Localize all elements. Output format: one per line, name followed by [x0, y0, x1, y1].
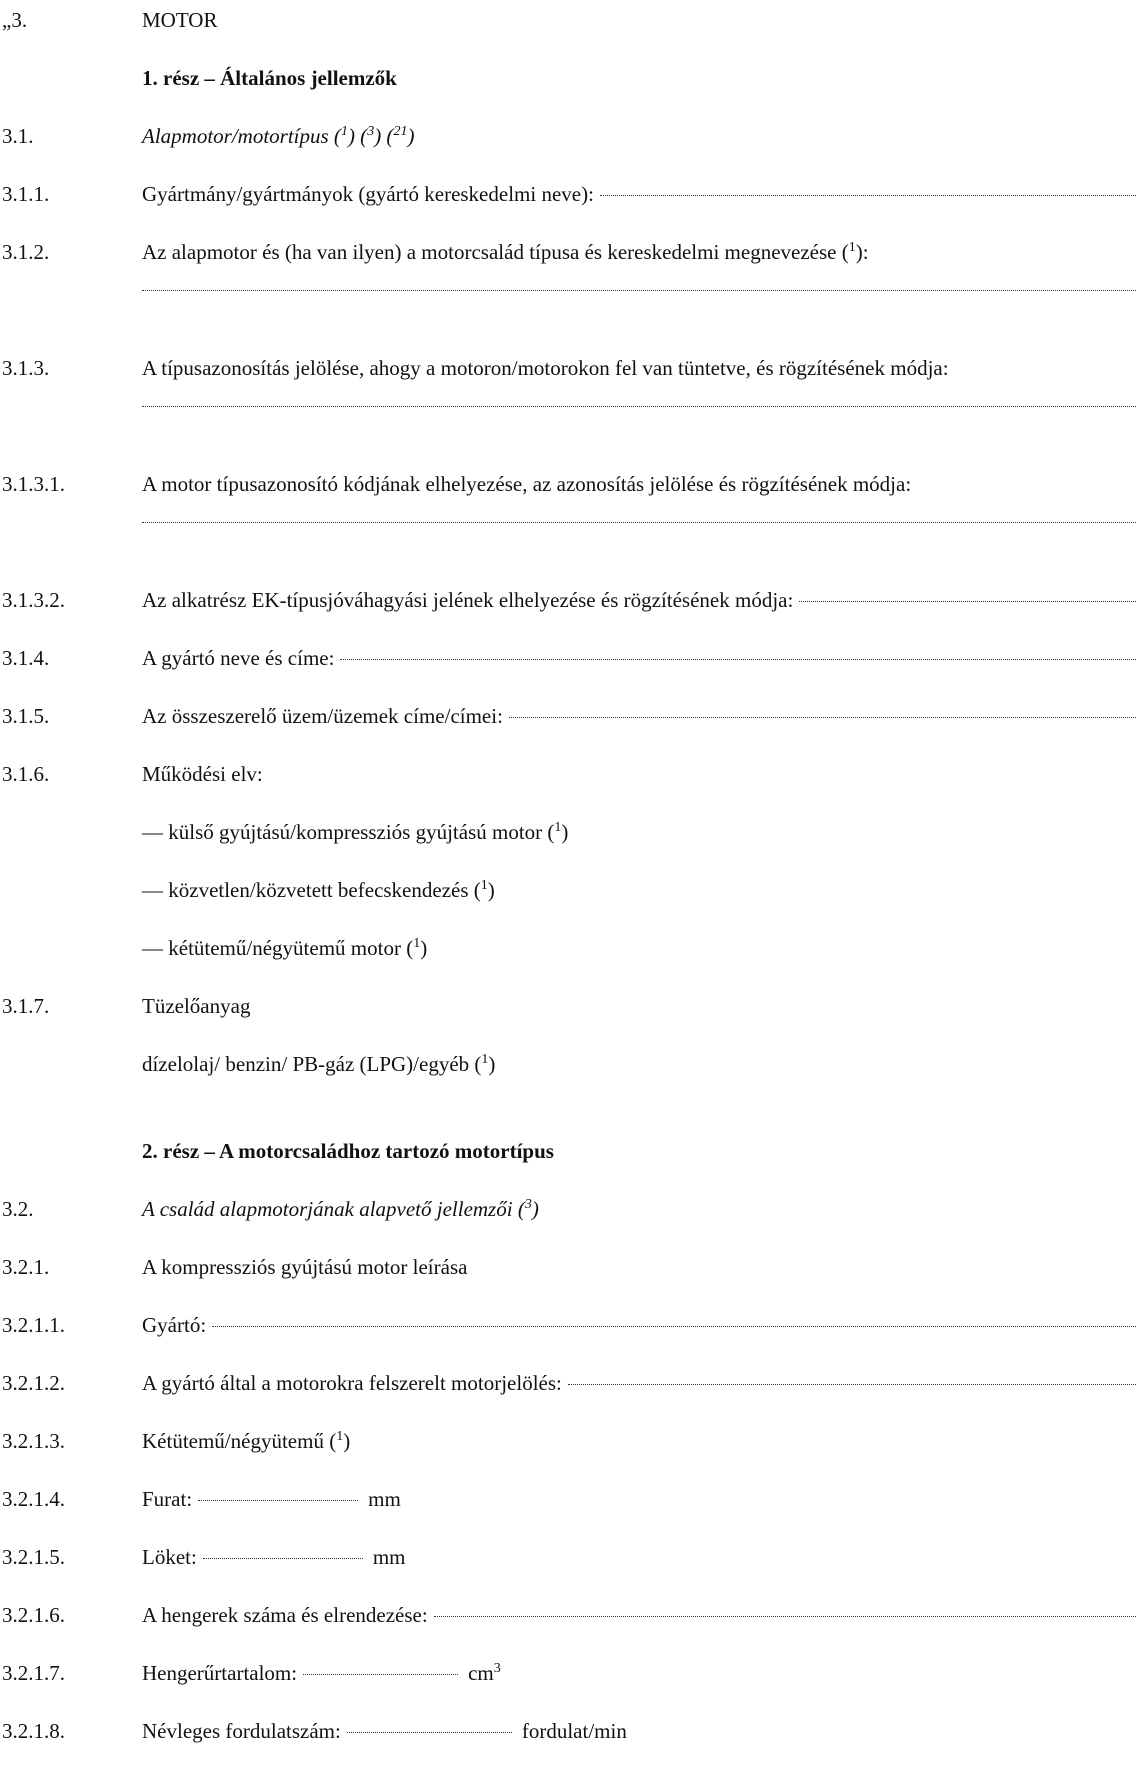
fuel-options-text: dízelolaj/ benzin/ PB-gáz (LPG)/egyéb ($^1$)	[142, 1052, 496, 1076]
part1-title: 1. rész – Általános jellemzők	[142, 66, 397, 90]
fill-line[interactable]	[347, 1732, 512, 1733]
item-number: 3.1.4.	[2, 646, 50, 670]
item-text: Löket:	[142, 1545, 197, 1569]
fill-line[interactable]	[799, 601, 1136, 602]
item-number: 3.2.1.6.	[2, 1603, 65, 1627]
item-text: Az összeszerelő üzem/üzemek címe/címei:	[142, 704, 503, 728]
item-3-1-5	[0, 701, 1138, 731]
fill-line[interactable]	[600, 195, 1136, 196]
item-number: 3.1.1.	[2, 182, 50, 206]
dash-item-text: — kétütemű/négyütemű motor ($^1$)	[142, 936, 428, 960]
dash-item	[0, 875, 1138, 905]
item-number: 3.2.1.5.	[2, 1545, 65, 1569]
item-3-2-1-5	[0, 1542, 1138, 1572]
item-text: Működési elv:	[142, 762, 263, 786]
fill-line[interactable]	[142, 522, 1136, 523]
item-3-2-1	[0, 1252, 1138, 1282]
fill-line[interactable]	[212, 1326, 1136, 1327]
fill-row	[0, 527, 1138, 557]
item-3-2-1-3	[0, 1426, 1138, 1456]
item-3-2-1-4	[0, 1484, 1138, 1514]
item-text: A család alapmotorjának alapvető jellemzői ($^3$)	[142, 1197, 539, 1221]
part2-title: 2. rész – A motorcsaládhoz tartozó motortípus	[142, 1139, 554, 1163]
unit-label: $cm^3$	[468, 1661, 501, 1685]
item-text: A gyártó által a motorokra felszerelt motorjelölés:	[142, 1371, 562, 1395]
fill-line[interactable]	[340, 659, 1136, 660]
fill-row	[0, 411, 1138, 441]
item-text: Alapmotor/motortípus ($^1$) ($^3$) ($^{21}$)	[142, 124, 415, 148]
fill-line[interactable]	[203, 1558, 363, 1559]
item-text: Gyártó:	[142, 1313, 207, 1337]
item-number: 3.1.	[2, 124, 34, 148]
item-number: 3.2.1.1.	[2, 1313, 65, 1337]
fill-line[interactable]	[142, 406, 1136, 407]
item-3-2-1-2	[0, 1368, 1138, 1398]
unit-label: mm	[372, 1545, 406, 1569]
dash-item	[0, 817, 1138, 847]
item-text: Az alapmotor és (ha van ilyen) a motorcsalád típusa és kereskedelmi megnevezése ($^1$):	[142, 240, 869, 264]
item-number: 3.2.1.4.	[2, 1487, 65, 1511]
item-3-1-6	[0, 759, 1138, 789]
item-text: A motor típusazonosító kódjának elhelyezése, az azonosítás jelölése és rögzítésének módja:	[142, 472, 912, 496]
item-3-1-7	[0, 991, 1138, 1021]
item-3-1-2	[0, 237, 1138, 267]
item-number: 3.2.1.7.	[2, 1661, 65, 1685]
item-3-1	[0, 121, 1138, 151]
item-number: 3.1.6.	[2, 762, 50, 786]
item-3-1-4	[0, 643, 1138, 673]
item-3-1-3-2	[0, 585, 1138, 615]
fill-line[interactable]	[142, 290, 1136, 291]
item-text: A kompressziós gyújtású motor leírása	[142, 1255, 468, 1279]
fill-line[interactable]	[568, 1384, 1136, 1385]
item-number: 3.2.1.3.	[2, 1429, 65, 1453]
item-text: Névleges fordulatszám:	[142, 1719, 341, 1743]
item-3-2-1-6	[0, 1600, 1138, 1630]
item-text: A gyártó neve és címe:	[142, 646, 335, 670]
item-number: 3.1.7.	[2, 994, 50, 1018]
item-3-2-1-1	[0, 1310, 1138, 1340]
dash-item	[0, 933, 1138, 963]
dash-item-text: — közvetlen/közvetett befecskendezés ($^1$)	[142, 878, 495, 902]
part2-heading	[0, 1136, 1138, 1166]
item-3-2-1-8	[0, 1716, 1138, 1746]
fill-line[interactable]	[198, 1500, 358, 1501]
unit-label: fordulat/min	[521, 1719, 627, 1743]
item-number: 3.2.1.	[2, 1255, 50, 1279]
item-number: 3.2.1.2.	[2, 1371, 65, 1395]
item-number: 3.2.1.8.	[2, 1719, 65, 1743]
item-number: 3.1.5.	[2, 704, 50, 728]
item-3-1-3	[0, 353, 1138, 383]
fill-row	[0, 295, 1138, 325]
item-text: Gyártmány/gyártmányok (gyártó kereskedelmi neve):	[142, 182, 594, 206]
dash-item-text: — külső gyújtású/kompressziós gyújtású motor ($^1$)	[142, 820, 569, 844]
section-title: MOTOR	[142, 8, 218, 32]
item-text: Az alkatrész EK-típusjóváhagyási jelének elhelyezése és rögzítésének módja:	[142, 588, 794, 612]
item-text: A típusazonosítás jelölése, ahogy a motoron/motorokon fel van tüntetve, és rögzítésének módja:	[142, 356, 949, 380]
item-text: Kétütemű/négyütemű ($^1$)	[142, 1429, 351, 1453]
item-number: 3.1.3.	[2, 356, 50, 380]
item-number: 3.1.3.2.	[2, 588, 65, 612]
item-text: Tüzelőanyag	[142, 994, 251, 1018]
item-number: 3.2.	[2, 1197, 34, 1221]
item-3-2-1-7	[0, 1658, 1138, 1688]
fill-line[interactable]	[509, 717, 1136, 718]
item-text: Hengerűrtartalom:	[142, 1661, 298, 1685]
part1-heading	[0, 63, 1138, 93]
item-number: 3.1.3.1.	[2, 472, 65, 496]
item-text: A hengerek száma és elrendezése:	[142, 1603, 428, 1627]
item-number: 3.1.2.	[2, 240, 50, 264]
item-text: Furat:	[142, 1487, 193, 1511]
fill-line[interactable]	[434, 1616, 1136, 1617]
section-number: „3.	[2, 8, 28, 32]
item-3-1-3-1	[0, 469, 1138, 499]
section-header	[0, 5, 1138, 35]
unit-label: mm	[368, 1487, 401, 1511]
item-3-2	[0, 1194, 1138, 1224]
item-3-1-1	[0, 179, 1138, 209]
fill-line[interactable]	[303, 1674, 458, 1675]
fuel-options	[0, 1049, 1138, 1079]
